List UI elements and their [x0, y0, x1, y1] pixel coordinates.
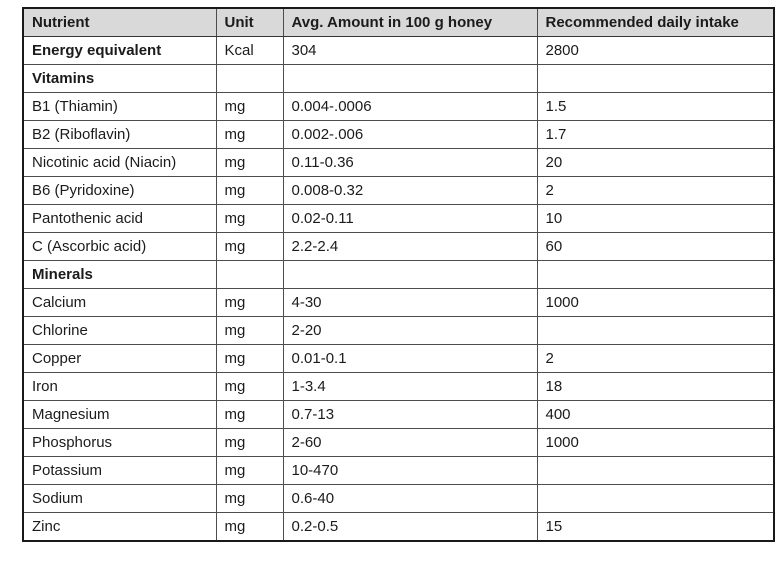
- amount-cell: 2.2-2.4: [283, 233, 537, 261]
- nutrient-cell: Iron: [23, 373, 216, 401]
- intake-cell: [537, 261, 774, 289]
- unit-cell: mg: [216, 289, 283, 317]
- intake-cell: [537, 457, 774, 485]
- nutrient-cell: Minerals: [23, 261, 216, 289]
- unit-cell: mg: [216, 149, 283, 177]
- intake-cell: 2800: [537, 37, 774, 65]
- column-header-intake: Recommended daily intake: [537, 8, 774, 37]
- table-row: [23, 261, 774, 289]
- table-row: [23, 233, 774, 261]
- nutrient-cell: Magnesium: [23, 401, 216, 429]
- unit-cell: mg: [216, 429, 283, 457]
- intake-cell: 20: [537, 149, 774, 177]
- table-row: [23, 149, 774, 177]
- nutrient-cell: Potassium: [23, 457, 216, 485]
- column-header-amount: Avg. Amount in 100 g honey: [283, 8, 537, 37]
- nutrient-cell: Calcium: [23, 289, 216, 317]
- table-row: [23, 345, 774, 373]
- unit-cell: mg: [216, 317, 283, 345]
- nutrient-cell: Phosphorus: [23, 429, 216, 457]
- unit-cell: mg: [216, 121, 283, 149]
- table-row: [23, 65, 774, 93]
- table-row: [23, 289, 774, 317]
- intake-cell: 10: [537, 205, 774, 233]
- amount-cell: 10-470: [283, 457, 537, 485]
- intake-cell: 1.7: [537, 121, 774, 149]
- nutrient-cell: Chlorine: [23, 317, 216, 345]
- unit-cell: Kcal: [216, 37, 283, 65]
- table-row: [23, 373, 774, 401]
- nutrient-cell: Vitamins: [23, 65, 216, 93]
- amount-cell: 2-60: [283, 429, 537, 457]
- amount-cell: [283, 65, 537, 93]
- unit-cell: [216, 261, 283, 289]
- unit-cell: mg: [216, 457, 283, 485]
- unit-cell: [216, 65, 283, 93]
- table-row: [23, 513, 774, 542]
- table-row: [23, 485, 774, 513]
- nutrient-cell: Copper: [23, 345, 216, 373]
- amount-cell: 0.11-0.36: [283, 149, 537, 177]
- table-row: [23, 457, 774, 485]
- nutrient-cell: B2 (Riboflavin): [23, 121, 216, 149]
- amount-cell: 0.6-40: [283, 485, 537, 513]
- nutrient-cell: Pantothenic acid: [23, 205, 216, 233]
- amount-cell: 0.008-0.32: [283, 177, 537, 205]
- column-header-unit: Unit: [216, 8, 283, 37]
- table-row: [23, 205, 774, 233]
- intake-cell: [537, 65, 774, 93]
- amount-cell: 0.004-.0006: [283, 93, 537, 121]
- table-row: [23, 429, 774, 457]
- amount-cell: 0.01-0.1: [283, 345, 537, 373]
- intake-cell: 1000: [537, 429, 774, 457]
- nutrient-cell: Sodium: [23, 485, 216, 513]
- nutrition-table: [22, 7, 775, 542]
- unit-cell: mg: [216, 513, 283, 542]
- table-body: [23, 37, 774, 542]
- intake-cell: 1.5: [537, 93, 774, 121]
- table-row: [23, 93, 774, 121]
- unit-cell: mg: [216, 233, 283, 261]
- amount-cell: 1-3.4: [283, 373, 537, 401]
- unit-cell: mg: [216, 373, 283, 401]
- unit-cell: mg: [216, 177, 283, 205]
- intake-cell: 2: [537, 177, 774, 205]
- amount-cell: 4-30: [283, 289, 537, 317]
- amount-cell: [283, 261, 537, 289]
- nutrient-cell: Nicotinic acid (Niacin): [23, 149, 216, 177]
- amount-cell: 0.2-0.5: [283, 513, 537, 542]
- nutrient-cell: B6 (Pyridoxine): [23, 177, 216, 205]
- unit-cell: mg: [216, 401, 283, 429]
- amount-cell: 0.7-13: [283, 401, 537, 429]
- intake-cell: 1000: [537, 289, 774, 317]
- unit-cell: mg: [216, 485, 283, 513]
- amount-cell: 0.02-0.11: [283, 205, 537, 233]
- amount-cell: 0.002-.006: [283, 121, 537, 149]
- intake-cell: 400: [537, 401, 774, 429]
- intake-cell: 18: [537, 373, 774, 401]
- nutrient-cell: Zinc: [23, 513, 216, 542]
- intake-cell: 15: [537, 513, 774, 542]
- intake-cell: 2: [537, 345, 774, 373]
- unit-cell: mg: [216, 93, 283, 121]
- nutrient-cell: C (Ascorbic acid): [23, 233, 216, 261]
- table-row: [23, 37, 774, 65]
- table-row: [23, 401, 774, 429]
- table-row: [23, 317, 774, 345]
- unit-cell: mg: [216, 205, 283, 233]
- table-row: [23, 177, 774, 205]
- table-row: [23, 121, 774, 149]
- unit-cell: mg: [216, 345, 283, 373]
- amount-cell: 304: [283, 37, 537, 65]
- intake-cell: 60: [537, 233, 774, 261]
- intake-cell: [537, 485, 774, 513]
- amount-cell: 2-20: [283, 317, 537, 345]
- header-row: [23, 8, 774, 37]
- nutrient-cell: Energy equivalent: [23, 37, 216, 65]
- column-header-nutrient: Nutrient: [23, 8, 216, 37]
- intake-cell: [537, 317, 774, 345]
- nutrient-cell: B1 (Thiamin): [23, 93, 216, 121]
